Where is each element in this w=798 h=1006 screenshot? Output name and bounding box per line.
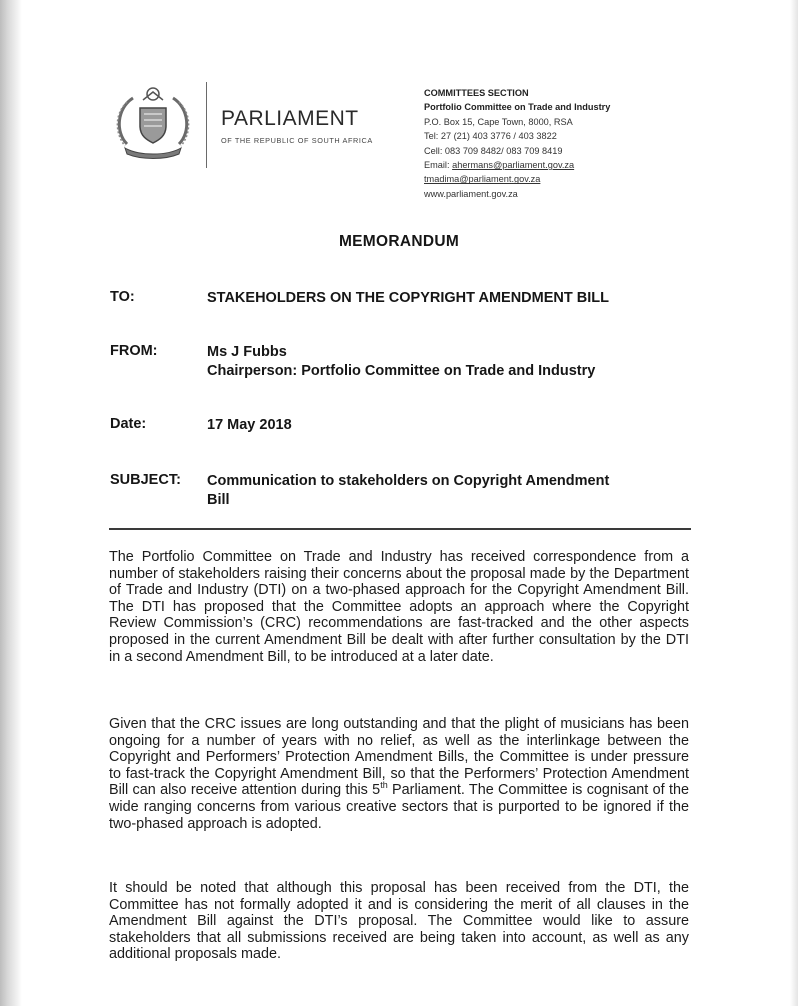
email-link-1[interactable]: ahermans@parliament.gov.za bbox=[452, 160, 575, 171]
contact-address: P.O. Box 15, Cape Town, 8000, RSA bbox=[424, 116, 573, 127]
contact-committee: Portfolio Committee on Trade and Industry bbox=[424, 102, 611, 113]
contact-tel: Tel: 27 (21) 403 3776 / 403 3822 bbox=[424, 131, 557, 142]
body-paragraph-2 bbox=[109, 716, 689, 832]
to-value: STAKEHOLDERS ON THE COPYRIGHT AMENDMENT BILL bbox=[207, 290, 609, 306]
from-label: FROM: bbox=[110, 343, 158, 359]
contact-email-label: Email: bbox=[424, 160, 453, 171]
letterhead-divider bbox=[206, 82, 207, 168]
subject-line-2: Bill bbox=[207, 492, 230, 508]
body-paragraph-3: It should be noted that although this proposal has been received from the DTI, the Committee has not formally adopted it and is considering the merit of all clauses in the Amendment Bill against the DTI’s proposal. The Committee would like to assure stakeholders that all submissions received are being taken into account, as well as any additional proposals made. bbox=[109, 880, 689, 963]
date-value: 17 May 2018 bbox=[207, 417, 292, 433]
memo-title: MEMORANDUM bbox=[338, 233, 460, 250]
paragraph-2-text-b: Parliament. The Committee is cognisant of the wide ranging concerns from various creative sectors that is purported to be ignored if the two-phased approach is adopted. bbox=[109, 782, 689, 832]
brand-subtitle: OF THE REPUBLIC OF SOUTH AFRICA bbox=[221, 136, 373, 145]
subject-label: SUBJECT: bbox=[110, 472, 181, 488]
paragraph-2-text-a: Given that the CRC issues are long outstanding and that the plight of musicians has been ongoing for a number of years with no relief, as well as the interlinkage between the Copyright and Performers’ Protection Amendment Bills, the Committee is under pressure to fast-track the Copyright Amendment Bill, so that the Performers’ Protection Amendment Bill can also receive attention during this 5 bbox=[109, 716, 689, 799]
to-label: TO: bbox=[110, 289, 135, 305]
coat-of-arms-icon bbox=[113, 84, 193, 162]
header-rule bbox=[109, 528, 691, 530]
body-paragraph-1: The Portfolio Committee on Trade and Industry has received correspondence from a number of stakeholders raising their concerns about the proposal made by the Department of Trade and Industry (DTI) on a two-phased approach for the Copyright Amendment Bill. The DTI has proposed that the Committee adopts an approach where the Copyright Review Commission’s (CRC) recommendations are fast-tracked and the other aspects proposed in the current Amendment Bill be dealt with after further consultation by the DTI in a second Amendment Bill, to be introduced at a later date. bbox=[109, 549, 689, 665]
from-role: Chairperson: Portfolio Committee on Trade and Industry bbox=[207, 363, 596, 379]
paragraph-2-ordinal: th bbox=[380, 780, 388, 791]
contact-section: COMMITTEES SECTION bbox=[424, 88, 529, 98]
from-block bbox=[207, 343, 595, 381]
contact-cell: Cell: 083 709 8482/ 083 709 8419 bbox=[424, 145, 563, 156]
brand-name: PARLIAMENT bbox=[221, 107, 359, 130]
from-name: Ms J Fubbs bbox=[207, 344, 287, 360]
subject-line-1: Communication to stakeholders on Copyright Amendment bbox=[207, 473, 610, 489]
contact-block bbox=[424, 86, 610, 201]
email-link-2[interactable]: tmadima@parliament.gov.za bbox=[424, 174, 541, 185]
website-link[interactable]: www.parliament.gov.za bbox=[424, 188, 518, 199]
page-edge-shadow-right bbox=[790, 0, 798, 1006]
page-edge-shadow bbox=[0, 0, 22, 1006]
date-label: Date: bbox=[110, 416, 147, 432]
contact-email-row bbox=[424, 158, 610, 172]
subject-block bbox=[207, 472, 609, 510]
